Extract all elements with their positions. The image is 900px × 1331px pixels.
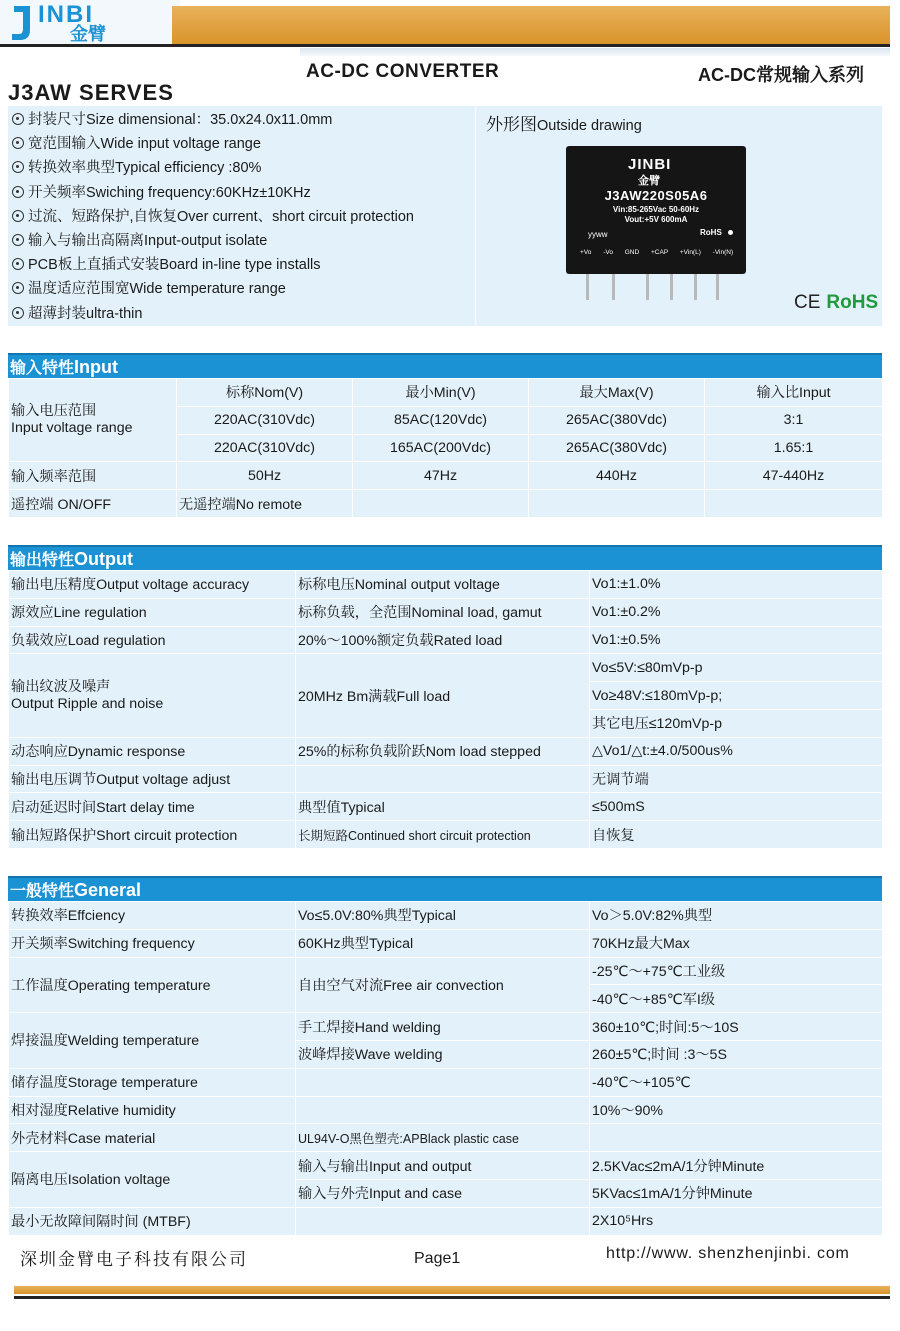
table-cell: 220AC(310Vdc) bbox=[177, 434, 353, 462]
table-cell: -40℃～+85℃军I级 bbox=[590, 985, 883, 1013]
table-cell: 其它电压≤120mVp-p bbox=[590, 709, 883, 737]
table-cell: 60KHz典型Typical bbox=[296, 929, 590, 957]
bullet-icon bbox=[12, 282, 24, 294]
output-section bbox=[8, 545, 882, 849]
table-cell: Vo1:±0.2% bbox=[590, 598, 883, 626]
table-cell: 265AC(380Vdc) bbox=[529, 406, 705, 434]
input-section-title: 输入特性Input bbox=[8, 353, 882, 378]
footer-rule bbox=[14, 1296, 890, 1299]
ripple-label: 输出纹波及噪声 Output Ripple and noise bbox=[9, 654, 296, 737]
row-label: 动态响应Dynamic response bbox=[9, 737, 296, 765]
row-label: 负载效应Load regulation bbox=[9, 626, 296, 654]
general-section-title: 一般特性General bbox=[8, 876, 882, 901]
table-cell bbox=[705, 490, 883, 518]
column-header: 最小Min(V) bbox=[353, 379, 529, 407]
row-label: 启动延迟时间Start delay time bbox=[9, 793, 296, 821]
features-panel bbox=[8, 106, 882, 326]
table-row bbox=[9, 654, 883, 682]
output-table bbox=[8, 570, 883, 849]
table-cell: 自恢复 bbox=[590, 821, 883, 849]
table-cell: 260±5℃;时间 :3～5S bbox=[590, 1040, 883, 1068]
row-label: 隔离电压Isolation voltage bbox=[9, 1152, 296, 1208]
table-cell: 3:1 bbox=[705, 406, 883, 434]
table-row bbox=[9, 765, 883, 793]
table-cell: 20%～100%额定负载Rated load bbox=[296, 626, 590, 654]
bullet-icon bbox=[12, 258, 24, 270]
website-link[interactable]: http://www. shenzhenjinbi. com bbox=[606, 1245, 850, 1262]
series-title: AC-DC常规输入系列 bbox=[698, 65, 864, 85]
rohs-mark: RoHS bbox=[826, 292, 879, 313]
table-cell: UL94V-O黑色塑壳:APBlack plastic case bbox=[296, 1124, 590, 1152]
row-label: 相对湿度Relative humidity bbox=[9, 1096, 296, 1124]
table-row bbox=[9, 1124, 883, 1152]
module-part-number: J3AW220S05A6 bbox=[604, 188, 708, 203]
row-label: 输出电压精度Output voltage accuracy bbox=[9, 571, 296, 599]
table-cell: 360±10℃;时间:5～10S bbox=[590, 1013, 883, 1041]
table-cell: Vo≤5.0V:80%典型Typical bbox=[296, 902, 590, 930]
ripple-condition: 20MHz Bm满载Full load bbox=[296, 654, 590, 737]
input-section bbox=[8, 353, 882, 518]
table-cell: 47Hz bbox=[353, 462, 529, 490]
module-rohs-mark: RoHS bbox=[700, 228, 733, 237]
module-pin bbox=[612, 274, 615, 300]
table-cell: 手工焊接Hand welding bbox=[296, 1013, 590, 1041]
module-pin bbox=[694, 274, 697, 300]
column-header: 最大Max(V) bbox=[529, 379, 705, 407]
bullet-icon bbox=[12, 186, 24, 198]
table-cell: 265AC(380Vdc) bbox=[529, 434, 705, 462]
table-cell: 220AC(310Vdc) bbox=[177, 406, 353, 434]
feature-item: 宽范围输入Wide input voltage range bbox=[12, 132, 414, 156]
table-cell bbox=[296, 1207, 590, 1235]
table-cell: 标称负载，全范围Nominal load, gamut bbox=[296, 598, 590, 626]
table-row bbox=[9, 1207, 883, 1235]
module-output-spec: Vout:+5V 600mA bbox=[624, 215, 688, 224]
feature-item: 封装尺寸Size dimensional：35.0x24.0x11.0mm bbox=[12, 108, 414, 132]
table-row bbox=[9, 1096, 883, 1124]
table-row bbox=[9, 929, 883, 957]
row-label: 输出短路保护Short circuit protection bbox=[9, 821, 296, 849]
table-row bbox=[9, 462, 883, 490]
feature-item: 温度适应范围宽Wide temperature range bbox=[12, 277, 414, 301]
row-label: 输入频率范围 bbox=[9, 462, 177, 490]
row-label: 外壳材料Case material bbox=[9, 1124, 296, 1152]
module-pin bbox=[670, 274, 673, 300]
table-row bbox=[9, 626, 883, 654]
module-logo-cn: 金臂 bbox=[638, 175, 660, 187]
table-cell bbox=[296, 765, 590, 793]
row-label: 最小无故障间隔时间 (MTBF) bbox=[9, 1207, 296, 1235]
table-row bbox=[9, 821, 883, 849]
general-section bbox=[8, 876, 882, 1236]
table-cell bbox=[529, 490, 705, 518]
page-number: Page1 bbox=[414, 1250, 461, 1267]
table-cell: 无调节端 bbox=[590, 765, 883, 793]
header-gold-bar bbox=[172, 6, 890, 44]
bullet-icon bbox=[12, 137, 24, 149]
table-cell: 10%～90% bbox=[590, 1096, 883, 1124]
input-table bbox=[8, 378, 883, 518]
table-row bbox=[9, 902, 883, 930]
model-title: J3AW SERVES bbox=[8, 80, 174, 105]
bullet-icon bbox=[12, 210, 24, 222]
bullet-icon bbox=[12, 113, 24, 125]
features-list bbox=[12, 108, 414, 326]
table-row bbox=[9, 1068, 883, 1096]
module-date-code: yyww bbox=[588, 230, 608, 239]
row-label: 工作温度Operating temperature bbox=[9, 957, 296, 1013]
module-pin bbox=[586, 274, 589, 300]
table-cell: 50Hz bbox=[177, 462, 353, 490]
table-cell: 2.5KVac≤2mA/1分钟Minute bbox=[590, 1152, 883, 1180]
header-rule bbox=[0, 44, 890, 47]
jinbi-logo bbox=[8, 0, 178, 44]
table-cell: 25%的标称负载阶跃Nom load stepped bbox=[296, 737, 590, 765]
feature-item: PCB板上直插式安装Board in-line type installs bbox=[12, 253, 414, 277]
table-row bbox=[9, 793, 883, 821]
module-pin bbox=[646, 274, 649, 300]
table-cell: -25℃～+75℃工业级 bbox=[590, 957, 883, 985]
row-label: 焊接温度Welding temperature bbox=[9, 1013, 296, 1069]
drawing-title: 外形图Outside drawing bbox=[486, 115, 642, 134]
row-label: 输出电压调节Output voltage adjust bbox=[9, 765, 296, 793]
table-cell bbox=[353, 490, 529, 518]
feature-item: 输入与输出高隔离Input-output isolate bbox=[12, 229, 414, 253]
table-cell: 440Hz bbox=[529, 462, 705, 490]
mtbf-value: 2X10⁵Hrs bbox=[590, 1207, 883, 1235]
feature-item: 开关频率Swiching frequency:60KHz±10KHz bbox=[12, 181, 414, 205]
table-cell: 1.65:1 bbox=[705, 434, 883, 462]
table-cell: 165AC(200Vdc) bbox=[353, 434, 529, 462]
bullet-icon bbox=[12, 307, 24, 319]
feature-item: 转换效率典型Typical efficiency :80% bbox=[12, 156, 414, 180]
svg-text:INBI: INBI bbox=[38, 1, 94, 28]
feature-item: 过流、短路保护,自恢复Over current、short circuit protection bbox=[12, 205, 414, 229]
ce-mark: CE bbox=[794, 292, 821, 313]
module-pin bbox=[716, 274, 719, 300]
output-section-title: 输出特性Output bbox=[8, 545, 882, 570]
table-cell: △Vo1/△t:±4.0/500us% bbox=[590, 737, 883, 765]
table-cell: 标称电压Nominal output voltage bbox=[296, 571, 590, 599]
module-image bbox=[566, 146, 746, 274]
module-logo: JINBI bbox=[628, 156, 672, 173]
table-cell: 输入与外壳Input and case bbox=[296, 1179, 590, 1207]
table-cell: 长期短路Continued short circuit protection bbox=[296, 821, 590, 849]
table-cell: 自由空气对流Free air convection bbox=[296, 957, 590, 1013]
row-label: 储存温度Storage temperature bbox=[9, 1068, 296, 1096]
row-label: 开关频率Switching frequency bbox=[9, 929, 296, 957]
row-label: 转换效率Effciency bbox=[9, 902, 296, 930]
table-cell: 输入与输出Input and output bbox=[296, 1152, 590, 1180]
table-cell: 波峰焊接Wave welding bbox=[296, 1040, 590, 1068]
table-cell: Vo≥48V:≤180mVp-p; bbox=[590, 682, 883, 710]
table-cell: 85AC(120Vdc) bbox=[353, 406, 529, 434]
voltage-range-label: 输入电压范围 Input voltage range bbox=[9, 379, 177, 462]
table-cell: ≤500mS bbox=[590, 793, 883, 821]
table-row bbox=[9, 379, 883, 407]
table-cell bbox=[296, 1068, 590, 1096]
table-cell: Vo≤5V:≤80mVp-p bbox=[590, 654, 883, 682]
footer-gold-bar bbox=[14, 1286, 890, 1294]
table-row bbox=[9, 571, 883, 599]
table-row bbox=[9, 957, 883, 985]
svg-text:金臂: 金臂 bbox=[70, 24, 106, 44]
table-cell: -40℃～+105℃ bbox=[590, 1068, 883, 1096]
bullet-icon bbox=[12, 234, 24, 246]
table-cell: Vo1:±1.0% bbox=[590, 571, 883, 599]
table-cell: Vo1:±0.5% bbox=[590, 626, 883, 654]
table-row bbox=[9, 1013, 883, 1041]
table-cell bbox=[296, 1096, 590, 1124]
module-input-spec: Vin:85-265Vac 50-60Hz bbox=[612, 205, 700, 214]
table-cell: 无遥控端No remote bbox=[177, 490, 353, 518]
row-label: 遥控端 ON/OFF bbox=[9, 490, 177, 518]
column-header: 输入比Input bbox=[705, 379, 883, 407]
general-table bbox=[8, 901, 883, 1236]
table-row bbox=[9, 598, 883, 626]
company-name: 深圳金臂电子科技有限公司 bbox=[20, 1250, 248, 1269]
table-cell: 70KHz最大Max bbox=[590, 929, 883, 957]
table-row bbox=[9, 1152, 883, 1180]
table-cell: 典型值Typical bbox=[296, 793, 590, 821]
table-cell: 5KVac≤1mA/1分钟Minute bbox=[590, 1179, 883, 1207]
bullet-icon bbox=[12, 161, 24, 173]
table-row bbox=[9, 490, 883, 518]
table-cell: 47-440Hz bbox=[705, 462, 883, 490]
feature-item: 超薄封装ultra-thin bbox=[12, 302, 414, 326]
table-cell: Vo＞5.0V:82%典型 bbox=[590, 902, 883, 930]
table-cell bbox=[590, 1124, 883, 1152]
column-header: 标称Nom(V) bbox=[177, 379, 353, 407]
converter-title: AC-DC CONVERTER bbox=[306, 61, 500, 82]
certification-marks bbox=[794, 292, 878, 314]
row-label: 源效应Line regulation bbox=[9, 598, 296, 626]
table-row bbox=[9, 737, 883, 765]
module-pin-labels: +Vo -Vo GND +CAP +Vin(L) -Vin(N) bbox=[580, 249, 734, 256]
